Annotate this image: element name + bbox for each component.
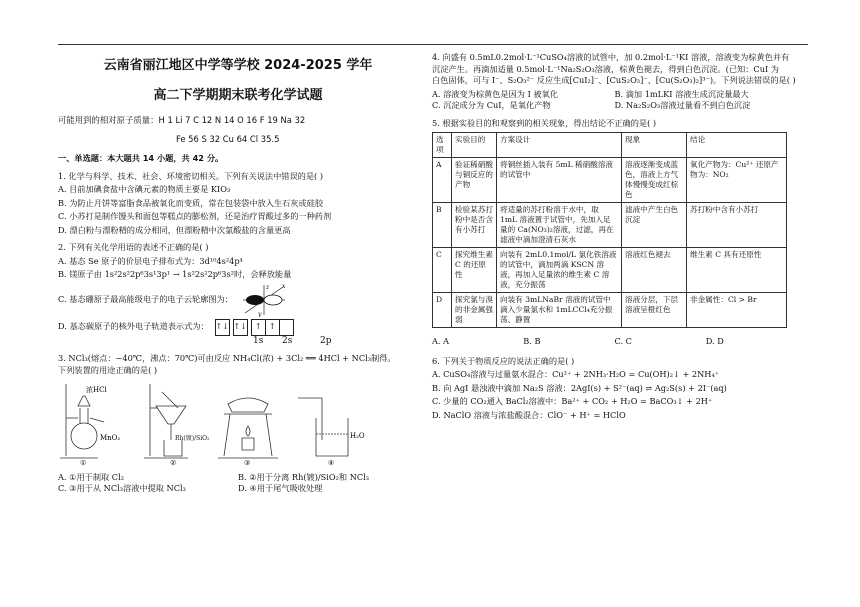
catalyst-label: Rh(镀)/SiO₂ <box>175 435 210 442</box>
header-phenomenon: 现象 <box>622 133 687 158</box>
question-1 <box>58 171 418 237</box>
header-purpose: 实验目的 <box>452 133 497 158</box>
header-option: 选项 <box>433 133 452 158</box>
cell-purpose: 探究氯与溴的非金属强弱 <box>452 293 497 328</box>
cell-design: 向装有 3mLNaBr 溶液的试管中滴入少量氯水和 1mLCCl₄充分振荡、静置 <box>497 293 622 328</box>
apparatus-1 <box>60 384 104 458</box>
axis-label-x: x <box>281 282 286 290</box>
question-stem: 6. 下列关于物质反应的说法正确的是( ) <box>432 355 575 366</box>
cell-purpose: 检验某苏打粉中是否含有小苏打 <box>452 203 497 248</box>
label-app-3: ③ <box>244 459 251 466</box>
option-c: C. 小苏打是制作馒头和面包等糕点的膨松剂，还是治疗胃酸过多的一种药剂 <box>58 211 332 221</box>
orbital-label-2s: 2s <box>282 335 293 346</box>
cell-purpose: 探究维生素 C 的还原性 <box>452 248 497 293</box>
exam-title-line2: 高二下学期期末联考化学试题 <box>153 87 323 103</box>
option-b: B. ②用于分离 Rh(镀)/SiO₂和 NCl₃ <box>238 471 370 482</box>
orbital-box-2p-2: ↑ <box>266 319 280 336</box>
question-2 <box>58 242 418 347</box>
option-b: B. B <box>523 336 541 346</box>
orbital-box-2s: ↑↓ <box>233 319 248 336</box>
option-c: C. ③用于从 NCl₃溶液中提取 NCl₃ <box>58 483 186 493</box>
cell-design: 将适量的苏打粉溶于水中，取 1mL 溶液置于试管中，先加入足量的 Ca(NO₃)₂溶液，过滤，再在滤液中滴加澄清石灰水 <box>497 203 622 248</box>
cell-option: D <box>433 293 452 328</box>
cell-conclusion: 维生素 C 具有还原性 <box>687 248 787 293</box>
orbital-label-2p: 2p <box>320 335 332 346</box>
table-row <box>433 203 787 248</box>
header-rule <box>58 44 808 45</box>
question-stem: 2. 下列有关化学用语的表述不正确的是( ) <box>58 242 209 252</box>
option-c: C. 沉淀成分为 CuI，是氧化产物 <box>432 100 551 110</box>
cell-phenomenon: 溶液分层，下层溶液呈橙红色 <box>622 293 687 328</box>
apparatus-4 <box>298 398 348 456</box>
table-row <box>433 248 787 293</box>
cell-design: 将铜丝插入装有 5mL 稀硝酸溶液的试管中 <box>497 158 622 203</box>
option-a: A. 基态 Se 原子的价层电子排布式为：3d¹⁰4s²4p⁴ <box>58 255 243 266</box>
table-header-row <box>433 133 787 158</box>
apparatus-2 <box>144 384 188 458</box>
option-d: D. 漂白粉与漂粉精的成分相同，但漂粉精中次氯酸盐的含量更高 <box>58 224 291 235</box>
question-4-options <box>432 89 797 112</box>
table-row <box>433 158 787 203</box>
orbital-box-2p-1: ↑ <box>251 319 266 336</box>
label-conc-hcl: 浓HCl <box>86 386 107 394</box>
cell-purpose: 验证稀硝酸与铜反应的产物 <box>452 158 497 203</box>
cell-option: C <box>433 248 452 293</box>
orbital-box-2p <box>251 319 294 336</box>
axis-label-y: y <box>257 310 262 317</box>
question-4 <box>432 52 797 112</box>
right-column <box>432 48 797 421</box>
experiment-table <box>432 132 787 328</box>
orbital-box-2p-3 <box>280 319 294 336</box>
table-row <box>433 293 787 328</box>
option-b: B. 为防止月饼等富脂食品被氧化而变质，常在包装袋中放入生石灰或硅胶 <box>58 197 324 208</box>
option-d: D. 基态碳原子的核外电子轨道表示式为： <box>58 321 209 332</box>
cell-conclusion: 氧化产物为：Cu²⁺ 还原产物为：NO₂ <box>687 158 787 203</box>
left-column <box>58 48 418 495</box>
label-app-1: ① <box>80 459 87 466</box>
atomic-masses-line2: Fe 56 S 32 Cu 64 Cl 35.5 <box>176 133 280 144</box>
orbital-box-1s: ↑↓ <box>215 319 230 336</box>
cell-option: B <box>433 203 452 248</box>
orbital-boxes <box>215 319 294 336</box>
section-heading: 一、单选题：本大题共 14 小题，共 42 分。 <box>58 153 224 163</box>
orbital-label-1s: 1s <box>253 335 264 346</box>
apparatus-figure <box>58 378 418 466</box>
question-stem-line1: 3. NCl₃(熔点：−40℃，沸点：70℃)可由反应 NH₄Cl(浓) + 3Cl₂ ══ 4HCl + NCl₃制得。 <box>58 353 396 363</box>
cell-option: A <box>433 158 452 203</box>
question-5 <box>432 118 797 348</box>
cell-phenomenon: 溶液红色褪去 <box>622 248 687 293</box>
question-stem-line1: 4. 向盛有 0.5mL0.2mol·L⁻¹CuSO₄溶液的试管中，加 0.2mol·L⁻¹KI 溶液，溶液变为棕黄色并有 <box>432 52 790 62</box>
option-c: C. 基态硼原子最高能级电子的电子云轮廓图为： <box>58 293 233 304</box>
p-orbital-diagram <box>241 283 287 317</box>
question-stem-line2: 下列装置的用途正确的是( ) <box>58 364 158 375</box>
question-stem: 5. 根据实验目的和观察到的相关现象，得出结论不正确的是( ) <box>432 117 657 128</box>
atomic-masses-line1: 可能用到的相对原子质量：H 1 Li 7 C 12 N 14 O 16 F 19 Na 32 <box>58 115 306 125</box>
option-a: A. 目前加碘食盐中含碘元素的物质主要是 KIO₃ <box>58 184 231 194</box>
question-3 <box>58 353 418 495</box>
option-c-row <box>58 283 418 317</box>
label-mno2: MnO₂ <box>100 434 121 442</box>
apparatus-3 <box>218 398 278 458</box>
option-a: A. A <box>432 336 450 346</box>
label-water: H₂O <box>350 432 365 440</box>
cell-conclusion: 非金属性：Cl > Br <box>687 293 787 328</box>
option-c: C. C <box>614 336 632 346</box>
question-stem-line3: 白色固体，可与 I⁻、S₂O₃²⁻ 反应生成[CuI₂]⁻、[CuS₂O₃]⁻、[Cu(S₂O₃)₂]³⁻)。下列说法错误的是( ) <box>432 75 796 85</box>
cell-conclusion: 苏打粉中含有小苏打 <box>687 203 787 248</box>
label-app-2: ② <box>170 459 177 466</box>
option-d: D. Na₂S₂O₃溶液过量看不到白色沉淀 <box>614 100 751 110</box>
axis-label-z: z <box>265 283 270 291</box>
question-6 <box>432 356 797 422</box>
question-3-options <box>58 472 418 495</box>
option-b: B. 滴加 1mLKI 溶液生成沉淀量最大 <box>614 88 749 99</box>
question-stem: 1. 化学与科学、技术、社会、环境密切相关。下列有关说法中错误的是( ) <box>58 170 324 181</box>
option-b: B. 镁原子由 1s²2s²2p⁶3s¹3p¹ → 1s²2s²2p⁶3s²时，会释放能量 <box>58 269 292 279</box>
header-conclusion: 结论 <box>687 133 787 158</box>
label-app-4: ④ <box>328 459 335 466</box>
exam-title-line1: 云南省丽江地区中学等学校 2024-2025 学年 <box>103 58 373 73</box>
option-d: D. ④用于尾气吸收处理 <box>238 483 323 493</box>
option-a: A. 溶液变为棕黄色是因为 I 被氧化 <box>432 88 558 99</box>
option-b: B. 向 AgI 悬浊液中滴加 Na₂S 溶液：2AgI(s) + S²⁻(aq) ⇌ Ag₂S(s) + 2I⁻(aq) <box>432 382 727 393</box>
question-5-options <box>432 336 797 348</box>
cell-design: 向装有 2mL0.1mol/L 氯化铁溶液的试管中，滴加两滴 KSCN 溶液，再加入足量浓的维生素 C 溶液，充分振荡 <box>497 248 622 293</box>
option-a: A. ①用于制取 Cl₂ <box>58 471 124 482</box>
orbital-labels <box>58 336 418 348</box>
option-c: C. 少量的 CO₂通入 BaCl₂溶液中：Ba²⁺ + CO₂ + H₂O = BaCO₃↓ + 2H⁺ <box>432 396 713 406</box>
question-stem-line2: 沉淀产生。再滴加适量 0.5mol·L⁻¹Na₂S₂O₃溶液，棕黄色褪去，得到白色沉淀。(已知：CuI 为 <box>432 63 779 74</box>
option-d-row <box>58 319 418 336</box>
cell-phenomenon: 滤液中产生白色沉淀 <box>622 203 687 248</box>
header-design: 方案设计 <box>497 133 622 158</box>
cell-phenomenon: 溶液逐渐变成蓝色，溶液上方气体慢慢变成红棕色 <box>622 158 687 203</box>
option-d: D. NaClO 溶液与浓盐酸混合：ClO⁻ + H⁺ = HClO <box>432 409 626 420</box>
option-d: D. D <box>705 336 724 346</box>
option-a: A. CuSO₄溶液与过量氨水混合：Cu²⁺ + 2NH₃·H₂O = Cu(OH)₂↓ + 2NH₄⁺ <box>432 369 720 379</box>
